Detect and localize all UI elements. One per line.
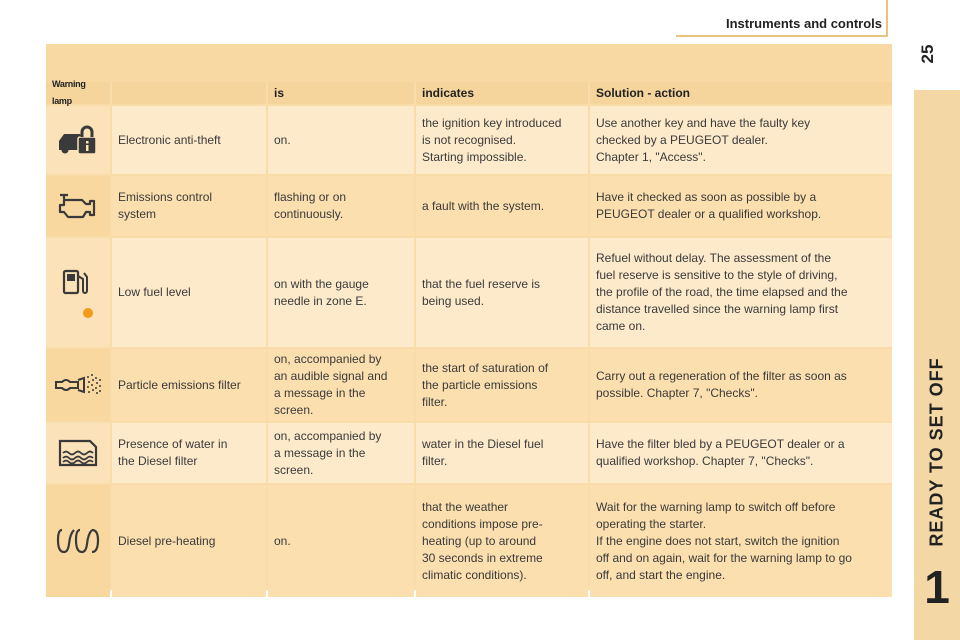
header-vertical-rule bbox=[886, 0, 888, 37]
warning-lamp-table bbox=[46, 79, 892, 597]
lamp-indication: that the weather conditions impose pre- heating (up to around 30 seconds in extreme climatic conditions). bbox=[416, 485, 588, 597]
lamp-state: on, accompanied by an audible signal and a message in the screen. bbox=[268, 349, 414, 421]
column-header-indicates: indicates bbox=[416, 82, 588, 104]
lamp-state: on with the gauge needle in zone E. bbox=[268, 238, 414, 347]
lamp-state: on. bbox=[268, 106, 414, 174]
lamp-name: Emissions control system bbox=[112, 176, 266, 236]
lamp-state: flashing or on continuously. bbox=[268, 176, 414, 236]
chapter-number: 1 bbox=[924, 561, 950, 613]
engine-icon bbox=[46, 176, 110, 236]
lamp-solution: Have the filter bled by a PEUGEOT dealer or a qualified workshop. Chapter 7, "Checks". bbox=[590, 423, 892, 483]
lamp-name: Presence of water in the Diesel filter bbox=[112, 423, 266, 483]
column-header-name bbox=[112, 82, 266, 104]
panel-top-band bbox=[46, 44, 892, 82]
lamp-state: on, accompanied by a message in the screen. bbox=[268, 423, 414, 483]
header-title: Instruments and controls bbox=[725, 16, 882, 31]
side-tab-label: READY TO SET OFF bbox=[926, 357, 947, 547]
warning-lamp-panel bbox=[46, 44, 892, 590]
particle-filter-icon bbox=[46, 349, 110, 421]
lamp-solution: Use another key and have the faulty key checked by a PEUGEOT dealer. Chapter 1, "Access". bbox=[590, 106, 892, 174]
column-header-is: is bbox=[268, 82, 414, 104]
lamp-indication: the ignition key introduced is not recognised. Starting impossible. bbox=[416, 106, 588, 174]
anti-theft-icon bbox=[46, 106, 110, 174]
lamp-name: Electronic anti-theft bbox=[112, 106, 266, 174]
header-rule bbox=[676, 35, 888, 37]
lamp-solution: Carry out a regeneration of the filter as soon as possible. Chapter 7, "Checks". bbox=[590, 349, 892, 421]
lamp-solution: Have it checked as soon as possible by a PEUGEOT dealer or a qualified workshop. bbox=[590, 176, 892, 236]
lamp-solution: Wait for the warning lamp to switch off before operating the starter. If the engine does not start, switch the ignition off and on again, wait for the warning lamp to go off, and start the engine. bbox=[590, 485, 892, 597]
lamp-indication: that the fuel reserve is being used. bbox=[416, 238, 588, 347]
lamp-indication: the start of saturation of the particle emissions filter. bbox=[416, 349, 588, 421]
lamp-name: Diesel pre-heating bbox=[112, 485, 266, 597]
fuel-pump-icon bbox=[46, 238, 110, 347]
glow-plug-icon bbox=[46, 485, 110, 597]
water-in-diesel-icon bbox=[46, 423, 110, 483]
page-number: 25 bbox=[918, 44, 937, 64]
lamp-name: Low fuel level bbox=[112, 238, 266, 347]
column-header-solution: Solution - action bbox=[590, 82, 892, 104]
lamp-indication: a fault with the system. bbox=[416, 176, 588, 236]
lamp-indication: water in the Diesel fuel filter. bbox=[416, 423, 588, 483]
lamp-name: Particle emissions filter bbox=[112, 349, 266, 421]
column-header-warning-lamp: Warning lamp bbox=[46, 82, 110, 104]
lamp-state: on. bbox=[268, 485, 414, 597]
lamp-solution: Refuel without delay. The assessment of the fuel reserve is sensitive to the style of driving, the profile of the road, the time elapsed and the distance travelled since the warning lamp first came on. bbox=[590, 238, 892, 347]
